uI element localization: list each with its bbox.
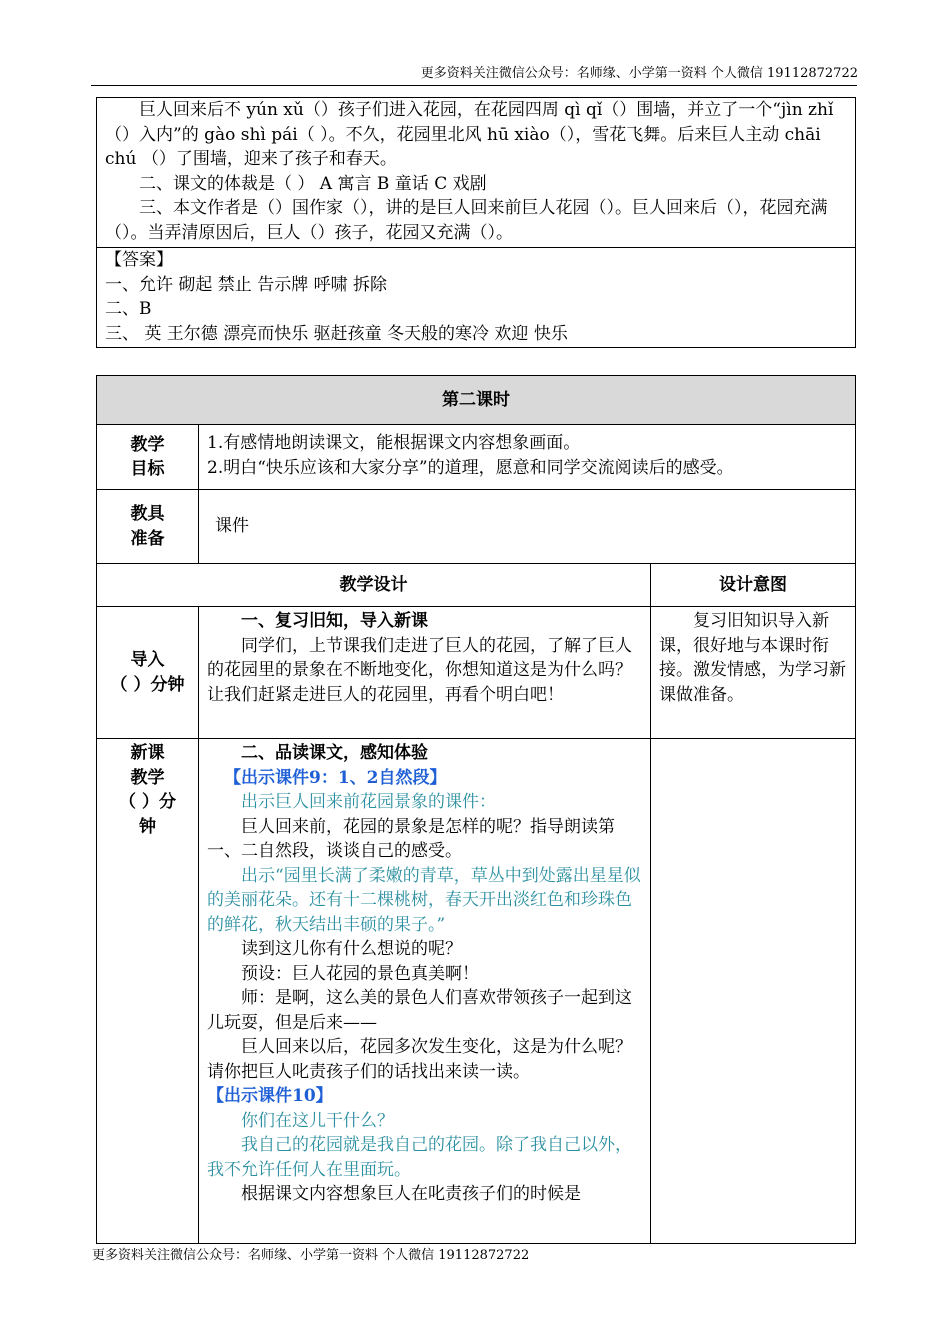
lesson-title: 第二课时	[97, 376, 856, 425]
new-label-line-3: （ ）分	[119, 792, 176, 812]
new-para-4: 师：是啊，这么美的景色人们喜欢带领孩子一起到这儿玩耍，但是后来——	[207, 988, 632, 1033]
new-label-line-4: 钟	[139, 816, 156, 837]
intro-text: 同学们，上节课我们走进了巨人的花园，了解了巨人的花园里的景象在不断地变化，你想知道这是为什么吗？让我们赶紧走进巨人的花园里，再看个明白吧！	[207, 635, 632, 705]
answers-cell	[97, 248, 856, 348]
exercise-line-3: 三、本文作者是（）国作家（），讲的是巨人回来前巨人花园（）。巨人回来后（），花园充满（）。当弄清原因后，巨人（）孩子，花园又充满（）。	[105, 198, 828, 243]
new-label-line-2: 教学	[130, 767, 165, 788]
page-header: 更多资料关注微信公众号：名师缘、小学第一资料 个人微信 19112872722	[420, 66, 858, 81]
page-footer: 更多资料关注微信公众号：名师缘、小学第一资料 个人微信 19112872722	[92, 1248, 530, 1263]
intro-heading: 一、复习旧知，导入新课	[241, 611, 428, 631]
quote-giant-2: 我自己的花园就是我自己的花园。除了我自己以外，我不允许任何人在里面玩。	[207, 1135, 632, 1180]
new-para-6-text: 请你把巨人叱责孩子们的话找出来读一读。	[207, 1061, 530, 1082]
header-divider	[91, 85, 857, 86]
exercise-line-1: 巨人回来后不 yún xǔ（）孩子们进入花园，在花园四周 qì qǐ（）围墙，并立了一个“jìn zhǐ（）入内”的 gào shì pái（ ）。不久，花园里北风 hū xiào（），雪花飞舞。后来巨人主动 chāi chú （）了围墙，迎来了孩子和春天。	[105, 100, 834, 169]
goal-1: 1.有感情地朗读课文，能根据课文内容想象画面。	[207, 433, 581, 453]
intro-label-line-2: （ ）分钟	[110, 674, 185, 695]
quote-garden: 出示“园里长满了柔嫩的青草，草丛中到处露出星星似的美丽花朵。还有十二棵桃树，春天开出淡红色和珍珠色的鲜花，秋天结出丰硕的果子。”	[207, 865, 641, 935]
answers-title: 【答案】	[105, 250, 173, 270]
prep-content: 课件	[199, 490, 856, 564]
lesson-table	[96, 375, 856, 1244]
exercise-cell	[97, 98, 856, 248]
new-para-2: 读到这儿你有什么想说的呢？	[241, 939, 462, 959]
prep-label-line-2: 准备	[130, 528, 165, 549]
goals-label-line-1: 教学	[130, 434, 165, 455]
new-content	[199, 739, 651, 1244]
courseware-9-desc: 出示巨人回来前花园景象的课件：	[241, 792, 496, 812]
new-para-7: 根据课文内容想象巨人在叱责孩子们的时候是	[241, 1184, 581, 1204]
intro-content	[199, 607, 651, 739]
quote-giant-1: 你们在这儿干什么？	[241, 1110, 394, 1131]
exercise-table	[96, 97, 856, 348]
new-para-1: 巨人回来前，花园的景象是怎样的呢？指导朗读第一、二自然段，谈谈自己的感受。	[207, 816, 615, 861]
answer-line-2: 二、B	[105, 299, 152, 319]
new-label	[97, 739, 199, 1244]
new-heading: 二、品读课文，感知体验	[241, 743, 428, 763]
answer-line-3: 三、 英 王尔德 漂亮而快乐 驱赶孩童 冬天般的寒冷 欢迎 快乐	[105, 323, 568, 344]
new-intent	[651, 739, 856, 1244]
courseware-9: 【出示课件9：1、2自然段】	[224, 767, 447, 788]
goals-cell	[199, 425, 856, 490]
intro-intent	[651, 607, 856, 739]
intro-label-line-1: 导入	[130, 650, 165, 670]
exercise-line-2: 二、课文的体裁是（ ） A 寓言 B 童话 C 戏剧	[139, 173, 487, 194]
new-para-5: 巨人回来以后，花园多次发生变化，这是为什么呢？	[241, 1037, 632, 1057]
intent-header: 设计意图	[651, 564, 856, 607]
new-para-6	[207, 1060, 642, 1109]
answer-line-1: 一、允许 砌起 禁止 告示牌 呼啸 拆除	[105, 274, 388, 295]
new-label-line-1: 新课	[130, 743, 165, 763]
new-para-3: 预设：巨人花园的景色真美啊！	[241, 963, 479, 984]
prep-label-line-1: 教具	[130, 504, 165, 524]
prep-label	[97, 490, 199, 564]
design-header: 教学设计	[97, 564, 651, 607]
goals-label-line-2: 目标	[130, 459, 165, 479]
courseware-10: 【出示课件10】	[207, 1086, 333, 1106]
goals-label	[97, 425, 199, 490]
intro-intent-text: 复习旧知识导入新课，很好地与本课时衔接。激发情感，为学习新课做准备。	[659, 611, 846, 705]
intro-label	[97, 607, 199, 739]
goal-2: 2.明白“快乐应该和大家分享”的道理，愿意和同学交流阅读后的感受。	[207, 457, 734, 478]
